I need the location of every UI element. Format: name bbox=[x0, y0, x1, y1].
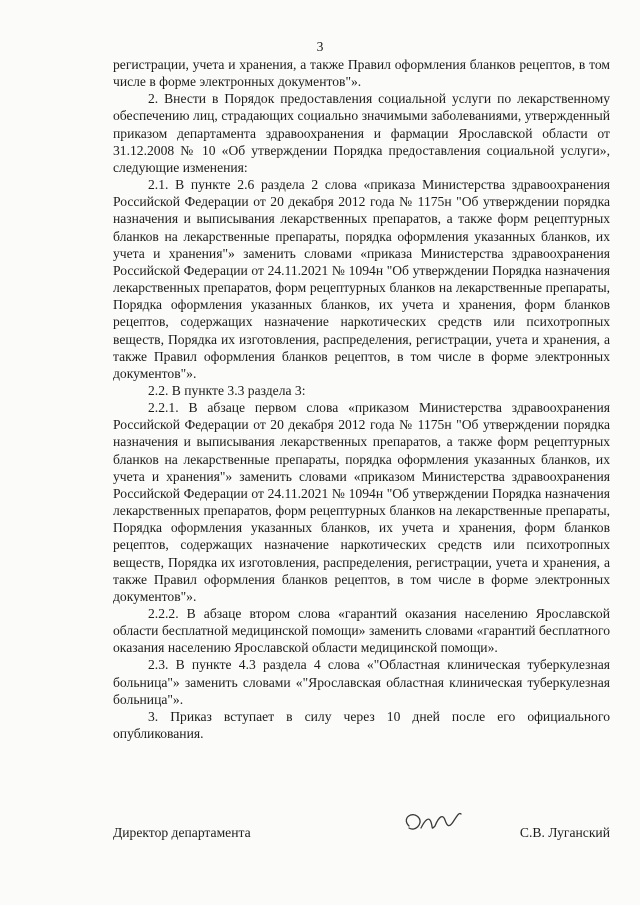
signature-block bbox=[113, 820, 610, 850]
paragraph-continuation: регистрации, учета и хранения, а также Правил оформления бланков рецептов, в том числе в форме электронных документов"». bbox=[113, 57, 610, 90]
paragraph-item-2-2-2: 2.2.2. В абзаце втором слова «гарантий оказания населению Ярославской области бесплатной медицинской помощи» заменить словами «гарантий бесплатного оказания населению Ярославской области медицинской помощи». bbox=[113, 606, 610, 656]
handwritten-signature bbox=[395, 806, 475, 842]
paragraph-item-2-3: 2.3. В пункте 4.3 раздела 4 слова «"Областная клиническая туберкулезная больница"» заменить словами «"Ярославская областная клиническая туберкулезная больница"». bbox=[113, 657, 610, 707]
signer-name: С.В. Луганский bbox=[519, 825, 610, 840]
signer-title: Директор департамента bbox=[113, 825, 251, 840]
paragraph-item-3: 3. Приказ вступает в силу через 10 дней после его официального опубликования. bbox=[113, 708, 610, 742]
page-number: 3 bbox=[316, 39, 324, 54]
document-body bbox=[113, 56, 610, 742]
paragraph-item-2-2-1: 2.2.1. В абзаце первом слова «приказом Министерства здравоохранения Российской Федерации от 20 декабря 2012 года № 1175н "Об утверждении порядка назначения и выписывания лекарственных препаратов, а также форм рецептурных бланков на лекарственные препараты, порядка оформления указанных бланков, их учета и хранения"» заменить словами «приказом Министерства здравоохранения Российской Федерации от 24.11.2021 № 1094н "Об утверждении Порядка назначения лекарственных препаратов, форм рецептурных бланков на лекарственные препараты, Порядка оформления указанных бланков, их учета и хранения, форм бланков рецептов, содержащих назначение наркотических средств или психотропных веществ, Порядка их изготовления, распределения, регистрации, учета и хранения, а также Правил оформления бланков рецептов, в том числе в форме электронных документов"». bbox=[113, 400, 610, 604]
paragraph-item-2: 2. Внести в Порядок предоставления социальной услуги по лекарственному обеспечению лиц, страдающих социально значимыми заболеваниями, утвержденный приказом департамента здравоохранения и фармации Ярославской области от 31.12.2008 № 10 «Об утверждении Порядка предоставления социальной услуги», следующие изменения: bbox=[113, 91, 610, 175]
paragraph-item-2-1: 2.1. В пункте 2.6 раздела 2 слова «приказа Министерства здравоохранения Российской Федерации от 20 декабря 2012 года № 1175н "Об утверждении порядка назначения и выписывания лекарственных препаратов, а также форм рецептурных бланков на лекарственные препараты, порядка оформления указанных бланков, их учета и хранения"» заменить словами «приказа Министерства здравоохранения Российской Федерации от 24.11.2021 № 1094н "Об утверждении Порядка назначения лекарственных препаратов, форм рецептурных бланков на лекарственные препараты, Порядка оформления указанных бланков, их учета и хранения, форм бланков рецептов, содержащих назначение наркотических средств или психотропных веществ, Порядка их изготовления, распределения, регистрации, учета и хранения, а также Правил оформления бланков рецептов, в том числе в форме электронных документов"». bbox=[113, 177, 610, 381]
paragraph-item-2-2: 2.2. В пункте 3.3 раздела 3: bbox=[148, 382, 306, 398]
